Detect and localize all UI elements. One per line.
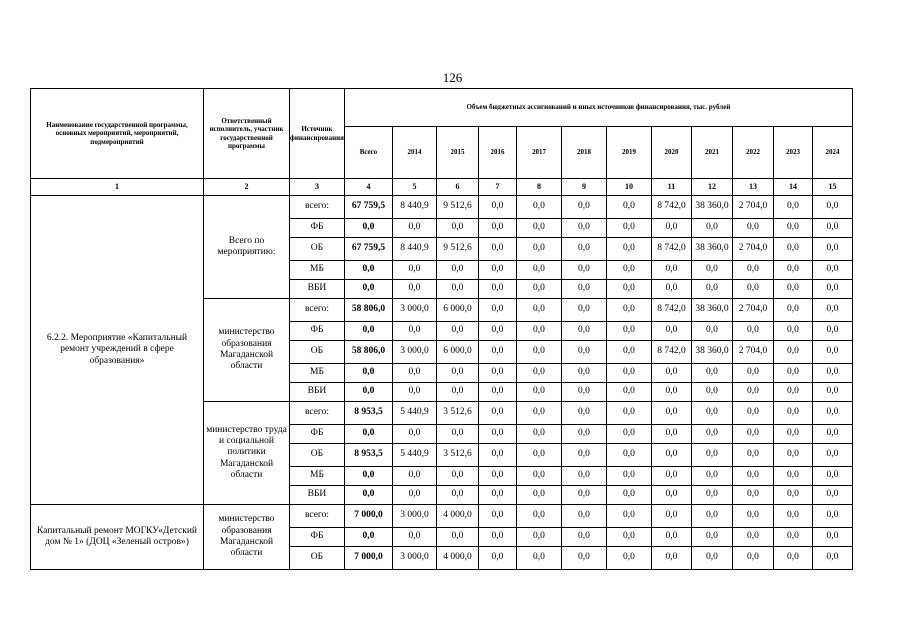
activity-name: 6.2.2. Мероприятие «Капитальный ремонт учреждений в сфере образования» — [31, 196, 204, 505]
funding-source: ВБИ — [290, 280, 345, 299]
value-year: 0,0 — [561, 196, 606, 219]
funding-source: МБ — [290, 364, 345, 383]
value-year: 5 440,9 — [392, 402, 436, 425]
value-year: 0,0 — [773, 341, 812, 364]
value-year: 0,0 — [812, 383, 852, 402]
value-year: 0,0 — [478, 383, 516, 402]
value-year: 0,0 — [561, 280, 606, 299]
header-executor: Ответственный исполнитель, участник государственной программы — [204, 89, 290, 179]
value-year: 0,0 — [392, 528, 436, 547]
column-number: 3 — [290, 179, 345, 196]
value-year: 0,0 — [732, 444, 773, 467]
value-year: 0,0 — [773, 528, 812, 547]
value-year: 0,0 — [773, 383, 812, 402]
value-year: 0,0 — [478, 547, 516, 570]
value-year: 0,0 — [561, 444, 606, 467]
value-year: 0,0 — [561, 402, 606, 425]
value-total: 58 806,0 — [344, 299, 392, 322]
funding-source: ФБ — [290, 528, 345, 547]
page-number: 126 — [442, 70, 463, 85]
value-year: 0,0 — [436, 364, 478, 383]
funding-source: всего: — [290, 196, 345, 219]
value-year: 0,0 — [773, 364, 812, 383]
value-year: 0,0 — [436, 322, 478, 341]
value-year: 0,0 — [812, 219, 852, 238]
value-total: 8 953,5 — [344, 402, 392, 425]
value-year: 8 440,9 — [392, 196, 436, 219]
executor-name: министерство образования Магаданской области — [204, 299, 290, 402]
value-year: 0,0 — [436, 261, 478, 280]
value-total: 58 806,0 — [344, 341, 392, 364]
value-year: 0,0 — [392, 261, 436, 280]
value-year: 0,0 — [732, 467, 773, 486]
value-year: 0,0 — [561, 505, 606, 528]
value-year: 0,0 — [478, 486, 516, 505]
value-year: 0,0 — [812, 322, 852, 341]
column-number: 11 — [651, 179, 691, 196]
value-year: 0,0 — [478, 341, 516, 364]
value-year: 0,0 — [773, 261, 812, 280]
value-year: 0,0 — [516, 528, 561, 547]
value-year: 0,0 — [773, 196, 812, 219]
value-year: 0,0 — [478, 402, 516, 425]
column-number: 1 — [31, 179, 204, 196]
value-year: 0,0 — [392, 322, 436, 341]
funding-source: ОБ — [290, 444, 345, 467]
column-number: 4 — [344, 179, 392, 196]
value-year: 0,0 — [392, 280, 436, 299]
value-year: 0,0 — [516, 547, 561, 570]
value-year: 0,0 — [732, 402, 773, 425]
value-total: 0,0 — [344, 528, 392, 547]
value-year: 0,0 — [392, 364, 436, 383]
executor-name: министерство труда и социальной политики Магаданской области — [204, 402, 290, 505]
value-year: 0,0 — [773, 219, 812, 238]
value-year: 0,0 — [561, 299, 606, 322]
value-year: 0,0 — [516, 261, 561, 280]
value-year: 0,0 — [773, 444, 812, 467]
value-year: 0,0 — [812, 467, 852, 486]
value-year: 8 742,0 — [651, 299, 691, 322]
value-year: 0,0 — [436, 528, 478, 547]
value-year: 0,0 — [606, 505, 651, 528]
value-year: 0,0 — [812, 261, 852, 280]
value-year: 0,0 — [732, 383, 773, 402]
header-volume: Объем бюджетных ассигнований и иных источников финансирования, тыс. рублей — [344, 89, 852, 127]
value-year: 0,0 — [392, 219, 436, 238]
value-year: 38 360,0 — [691, 341, 732, 364]
value-year: 0,0 — [561, 261, 606, 280]
value-total: 8 953,5 — [344, 444, 392, 467]
value-year: 0,0 — [773, 238, 812, 261]
value-year: 0,0 — [812, 547, 852, 570]
value-year: 0,0 — [561, 238, 606, 261]
value-total: 0,0 — [344, 322, 392, 341]
value-year: 0,0 — [516, 322, 561, 341]
header-year: 2014 — [392, 127, 436, 179]
value-year: 0,0 — [691, 505, 732, 528]
value-year: 0,0 — [812, 425, 852, 444]
value-year: 0,0 — [561, 383, 606, 402]
funding-source: МБ — [290, 261, 345, 280]
value-year: 0,0 — [732, 505, 773, 528]
value-year: 2 704,0 — [732, 196, 773, 219]
value-year: 3 000,0 — [392, 505, 436, 528]
value-year: 0,0 — [516, 299, 561, 322]
value-year: 0,0 — [478, 238, 516, 261]
value-year: 2 704,0 — [732, 299, 773, 322]
value-total: 0,0 — [344, 280, 392, 299]
value-year: 0,0 — [516, 364, 561, 383]
value-year: 0,0 — [436, 280, 478, 299]
value-year: 0,0 — [812, 505, 852, 528]
value-year: 0,0 — [478, 280, 516, 299]
value-total: 67 759,5 — [344, 238, 392, 261]
value-year: 0,0 — [561, 486, 606, 505]
value-total: 0,0 — [344, 383, 392, 402]
funding-source: ФБ — [290, 219, 345, 238]
value-year: 0,0 — [606, 261, 651, 280]
value-year: 4 000,0 — [436, 547, 478, 570]
value-year: 0,0 — [651, 444, 691, 467]
column-number: 6 — [436, 179, 478, 196]
value-year: 0,0 — [812, 299, 852, 322]
value-year: 0,0 — [773, 467, 812, 486]
value-year: 0,0 — [651, 383, 691, 402]
column-number: 2 — [204, 179, 290, 196]
column-number: 8 — [516, 179, 561, 196]
header-total: Всего — [344, 127, 392, 179]
value-year: 0,0 — [516, 383, 561, 402]
column-number: 12 — [691, 179, 732, 196]
value-total: 0,0 — [344, 261, 392, 280]
value-year: 0,0 — [812, 486, 852, 505]
value-total: 0,0 — [344, 486, 392, 505]
value-year: 0,0 — [691, 486, 732, 505]
value-year: 0,0 — [691, 364, 732, 383]
value-total: 7 000,0 — [344, 547, 392, 570]
value-year: 0,0 — [651, 547, 691, 570]
value-year: 0,0 — [812, 341, 852, 364]
value-year: 0,0 — [651, 402, 691, 425]
value-year: 0,0 — [691, 528, 732, 547]
value-year: 6 000,0 — [436, 299, 478, 322]
funding-source: всего: — [290, 402, 345, 425]
funding-source: МБ — [290, 467, 345, 486]
value-year: 3 512,6 — [436, 402, 478, 425]
value-year: 0,0 — [392, 467, 436, 486]
value-year: 0,0 — [516, 444, 561, 467]
value-year: 0,0 — [812, 364, 852, 383]
table-row — [31, 505, 853, 528]
value-year: 0,0 — [732, 547, 773, 570]
value-year: 0,0 — [516, 238, 561, 261]
value-year: 0,0 — [561, 219, 606, 238]
value-year: 0,0 — [561, 364, 606, 383]
value-year: 0,0 — [478, 261, 516, 280]
value-year: 0,0 — [773, 547, 812, 570]
column-number: 15 — [812, 179, 852, 196]
header-source: Источник финансирования — [290, 89, 345, 179]
funding-source: ФБ — [290, 425, 345, 444]
value-year: 0,0 — [812, 528, 852, 547]
value-year: 3 000,0 — [392, 547, 436, 570]
value-year: 8 742,0 — [651, 341, 691, 364]
value-year: 0,0 — [516, 341, 561, 364]
value-year: 0,0 — [606, 322, 651, 341]
value-year: 0,0 — [651, 467, 691, 486]
value-year: 0,0 — [773, 486, 812, 505]
value-year: 0,0 — [516, 425, 561, 444]
value-year: 0,0 — [691, 261, 732, 280]
value-year: 0,0 — [516, 402, 561, 425]
column-number: 10 — [606, 179, 651, 196]
value-year: 0,0 — [691, 425, 732, 444]
value-year: 0,0 — [392, 425, 436, 444]
value-year: 0,0 — [561, 341, 606, 364]
value-year: 0,0 — [516, 196, 561, 219]
value-year: 8 742,0 — [651, 196, 691, 219]
value-year: 0,0 — [561, 322, 606, 341]
value-year: 38 360,0 — [691, 196, 732, 219]
value-year: 0,0 — [651, 219, 691, 238]
value-year: 0,0 — [606, 219, 651, 238]
value-year: 9 512,6 — [436, 238, 478, 261]
table-row — [31, 196, 853, 219]
value-year: 38 360,0 — [691, 299, 732, 322]
value-year: 2 704,0 — [732, 341, 773, 364]
value-year: 0,0 — [392, 486, 436, 505]
column-number: 13 — [732, 179, 773, 196]
value-year: 0,0 — [516, 467, 561, 486]
value-year: 0,0 — [516, 219, 561, 238]
header-year: 2022 — [732, 127, 773, 179]
executor-name: Всего по мероприятию: — [204, 196, 290, 299]
value-year: 3 512,6 — [436, 444, 478, 467]
value-year: 0,0 — [516, 505, 561, 528]
value-year: 0,0 — [478, 364, 516, 383]
value-year: 0,0 — [691, 322, 732, 341]
value-year: 0,0 — [516, 486, 561, 505]
value-total: 0,0 — [344, 425, 392, 444]
header-year: 2023 — [773, 127, 812, 179]
value-year: 0,0 — [691, 219, 732, 238]
value-year: 0,0 — [651, 322, 691, 341]
header-year: 2021 — [691, 127, 732, 179]
value-year: 0,0 — [478, 467, 516, 486]
value-year: 0,0 — [478, 444, 516, 467]
value-year: 0,0 — [478, 196, 516, 219]
value-year: 0,0 — [691, 402, 732, 425]
value-year: 0,0 — [651, 505, 691, 528]
value-year: 0,0 — [732, 261, 773, 280]
value-year: 0,0 — [732, 425, 773, 444]
value-year: 0,0 — [691, 444, 732, 467]
budget-table — [30, 88, 853, 570]
value-year: 0,0 — [773, 280, 812, 299]
value-year: 0,0 — [606, 425, 651, 444]
value-year: 0,0 — [561, 547, 606, 570]
value-year: 0,0 — [606, 467, 651, 486]
value-year: 0,0 — [478, 219, 516, 238]
header-name: Наименование государственной программы, основных мероприятий, мероприятий, подмероприятий — [31, 89, 204, 179]
value-year: 0,0 — [478, 322, 516, 341]
value-total: 7 000,0 — [344, 505, 392, 528]
value-year: 0,0 — [732, 219, 773, 238]
value-year: 0,0 — [436, 467, 478, 486]
funding-source: ВБИ — [290, 383, 345, 402]
value-year: 0,0 — [812, 402, 852, 425]
funding-source: ВБИ — [290, 486, 345, 505]
value-year: 0,0 — [606, 444, 651, 467]
value-year: 0,0 — [478, 299, 516, 322]
funding-source: ОБ — [290, 238, 345, 261]
value-year: 0,0 — [691, 547, 732, 570]
value-year: 0,0 — [561, 425, 606, 444]
value-year: 0,0 — [732, 528, 773, 547]
value-year: 2 704,0 — [732, 238, 773, 261]
value-year: 0,0 — [812, 280, 852, 299]
executor-name: министерство образования Магаданской области — [204, 505, 290, 570]
value-year: 0,0 — [561, 467, 606, 486]
value-year: 0,0 — [732, 486, 773, 505]
value-year: 0,0 — [691, 467, 732, 486]
value-year: 0,0 — [561, 528, 606, 547]
value-year: 0,0 — [732, 322, 773, 341]
value-year: 0,0 — [651, 261, 691, 280]
value-year: 0,0 — [606, 299, 651, 322]
value-total: 0,0 — [344, 467, 392, 486]
value-year: 0,0 — [436, 486, 478, 505]
column-number: 14 — [773, 179, 812, 196]
value-year: 0,0 — [651, 528, 691, 547]
value-year: 0,0 — [516, 280, 561, 299]
value-year: 0,0 — [651, 280, 691, 299]
header-year: 2019 — [606, 127, 651, 179]
value-year: 38 360,0 — [691, 238, 732, 261]
header-year: 2017 — [516, 127, 561, 179]
column-number: 9 — [561, 179, 606, 196]
column-number: 7 — [478, 179, 516, 196]
value-total: 67 759,5 — [344, 196, 392, 219]
funding-source: всего: — [290, 299, 345, 322]
funding-source: ОБ — [290, 341, 345, 364]
value-year: 0,0 — [651, 486, 691, 505]
funding-source: всего: — [290, 505, 345, 528]
funding-source: ОБ — [290, 547, 345, 570]
header-year: 2018 — [561, 127, 606, 179]
value-year: 0,0 — [436, 425, 478, 444]
value-total: 0,0 — [344, 219, 392, 238]
value-year: 8 742,0 — [651, 238, 691, 261]
column-number: 5 — [392, 179, 436, 196]
value-year: 0,0 — [773, 402, 812, 425]
value-year: 0,0 — [392, 383, 436, 402]
value-year: 0,0 — [773, 322, 812, 341]
funding-source: ФБ — [290, 322, 345, 341]
value-year: 0,0 — [606, 364, 651, 383]
value-year: 5 440,9 — [392, 444, 436, 467]
value-year: 3 000,0 — [392, 299, 436, 322]
value-year: 0,0 — [691, 383, 732, 402]
value-year: 0,0 — [606, 486, 651, 505]
value-year: 0,0 — [606, 402, 651, 425]
value-year: 0,0 — [773, 505, 812, 528]
header-year: 2020 — [651, 127, 691, 179]
value-year: 0,0 — [606, 341, 651, 364]
value-year: 0,0 — [606, 280, 651, 299]
value-year: 0,0 — [478, 505, 516, 528]
value-year: 8 440,9 — [392, 238, 436, 261]
header-year: 2024 — [812, 127, 852, 179]
value-year: 0,0 — [436, 383, 478, 402]
value-year: 0,0 — [691, 280, 732, 299]
value-year: 0,0 — [478, 425, 516, 444]
value-total: 0,0 — [344, 364, 392, 383]
value-year: 6 000,0 — [436, 341, 478, 364]
activity-name: Капитальный ремонт МОГКУ«Детский дом № 1» (ДОЦ «Зеленый остров») — [31, 505, 204, 570]
value-year: 0,0 — [478, 528, 516, 547]
value-year: 0,0 — [732, 280, 773, 299]
value-year: 0,0 — [606, 238, 651, 261]
value-year: 0,0 — [812, 196, 852, 219]
value-year: 0,0 — [812, 238, 852, 261]
value-year: 0,0 — [812, 444, 852, 467]
value-year: 0,0 — [651, 364, 691, 383]
value-year: 0,0 — [773, 425, 812, 444]
header-year: 2015 — [436, 127, 478, 179]
value-year: 0,0 — [606, 383, 651, 402]
value-year: 0,0 — [773, 299, 812, 322]
value-year: 3 000,0 — [392, 341, 436, 364]
value-year: 0,0 — [732, 364, 773, 383]
value-year: 0,0 — [606, 196, 651, 219]
value-year: 4 000,0 — [436, 505, 478, 528]
value-year: 0,0 — [606, 547, 651, 570]
value-year: 9 512,6 — [436, 196, 478, 219]
header-year: 2016 — [478, 127, 516, 179]
value-year: 0,0 — [651, 425, 691, 444]
value-year: 0,0 — [606, 528, 651, 547]
value-year: 0,0 — [436, 219, 478, 238]
